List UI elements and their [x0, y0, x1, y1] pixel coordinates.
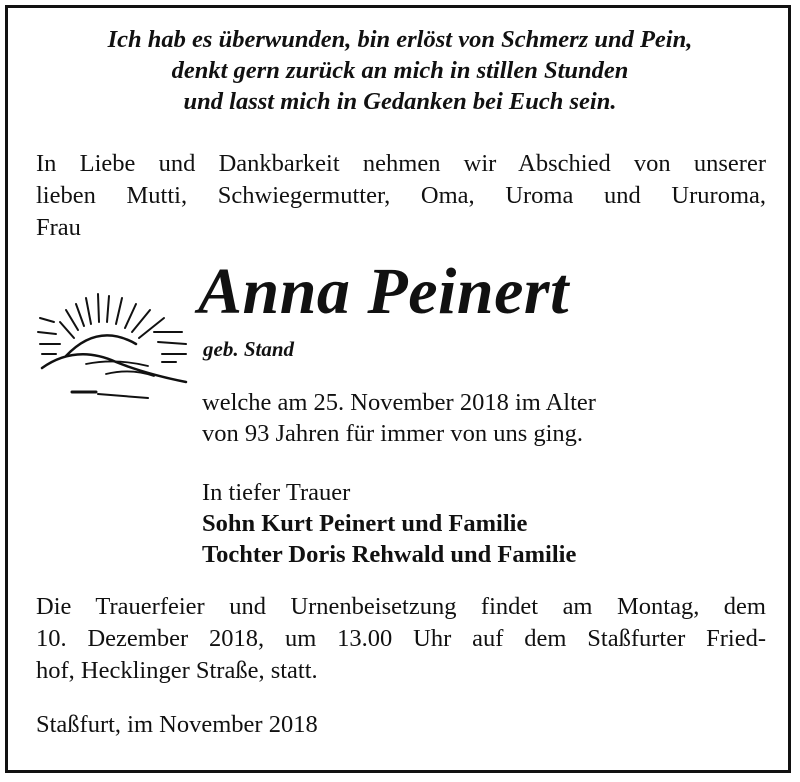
mourners-heading: In tiefer Trauer: [202, 479, 351, 506]
poem-line: Ich hab es überwunden, bin erlöst von Schmerz und Pein,: [107, 26, 693, 53]
death-line: welche am 25. November 2018 im Alter: [202, 389, 596, 416]
poem-line: und lasst mich in Gedanken bei Euch sein.: [183, 88, 617, 115]
funeral-line: 10. Dezember 2018, um 13.00 Uhr auf dem Staßfurter Fried-: [36, 625, 766, 652]
intro-paragraph: [36, 148, 766, 244]
poem: [0, 24, 800, 117]
death-line: von 93 Jahren für immer von uns ging.: [202, 420, 584, 447]
death-info: [202, 387, 596, 449]
poem-line: denkt gern zurück an mich in stillen Stunden: [171, 57, 629, 84]
funeral-paragraph: [36, 591, 766, 687]
mourners: [202, 477, 576, 570]
intro-line: Frau: [36, 214, 81, 241]
deceased-name: Anna Peinert: [198, 255, 569, 328]
setting-sun-over-hills-icon: [36, 282, 191, 412]
mourner-line: Sohn Kurt Peinert und Familie: [202, 510, 528, 537]
place-date: Staßfurt, im November 2018: [36, 711, 318, 738]
mourner-line: Tochter Doris Rehwald und Familie: [202, 541, 577, 568]
funeral-line: hof, Hecklinger Straße, statt.: [36, 657, 318, 684]
intro-line: lieben Mutti, Schwiegermutter, Oma, Uroma und Ururoma,: [36, 182, 766, 209]
funeral-line: Die Trauerfeier und Urnenbeisetzung findet am Montag, dem: [36, 593, 766, 620]
intro-line: In Liebe und Dankbarkeit nehmen wir Abschied von unserer: [36, 150, 766, 177]
maiden-name: geb. Stand: [203, 337, 295, 361]
